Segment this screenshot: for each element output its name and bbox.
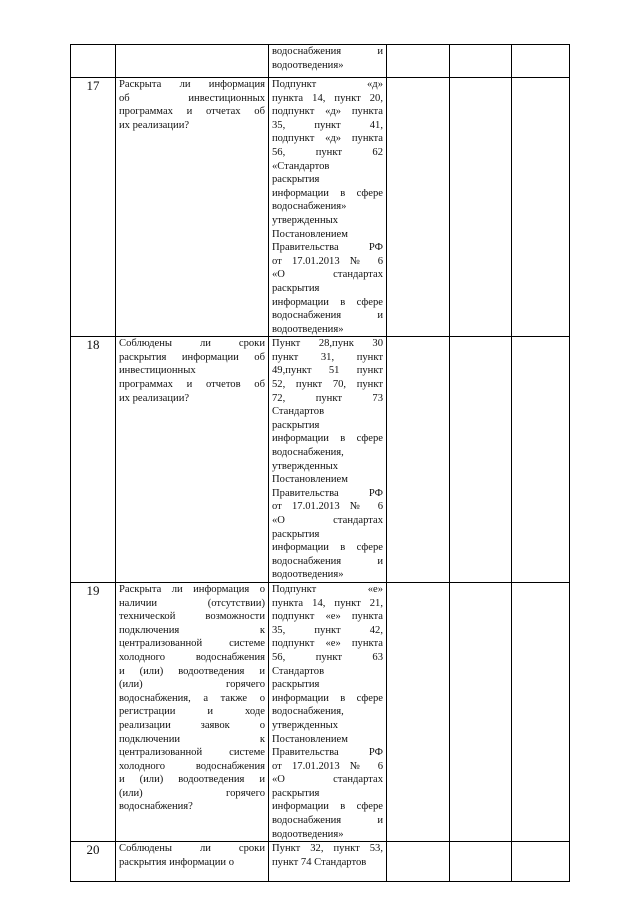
reference-line: водоотведения» xyxy=(272,828,344,840)
reference-line: утвержденных xyxy=(272,214,339,226)
reference-line: Постановлением xyxy=(272,733,348,745)
reference-line: пункт 31, пункт xyxy=(272,351,383,363)
empty-cell-c xyxy=(512,582,570,841)
document-page xyxy=(70,44,569,882)
reference-line: водоснабжения и xyxy=(272,815,383,827)
reference-line: «О стандартах xyxy=(272,515,383,526)
reference-line: раскрытия xyxy=(272,787,320,799)
reference-line: Подпункт «д» xyxy=(272,79,383,90)
reference-line: Правительства РФ xyxy=(272,747,383,759)
reference-line: информации в сфере xyxy=(272,433,383,445)
question-line: раскрытия информации об xyxy=(119,351,265,363)
reference-line: Постановлением xyxy=(272,474,348,486)
reference-line: водоснабжения» xyxy=(272,201,347,213)
reference-line: информации в сфере xyxy=(272,801,383,813)
reference-line: пункта 14, пункт 20, xyxy=(272,92,383,104)
reference-line: пункта 14, пункт 21, xyxy=(272,597,383,609)
reference-line: утвержденных xyxy=(272,719,339,731)
reference-line: Правительства РФ xyxy=(272,487,383,499)
empty-cell-a xyxy=(387,78,450,337)
reference-line: водоснабжения и xyxy=(272,555,383,567)
reference-line: утвержденных xyxy=(272,460,339,472)
empty-cell-b xyxy=(450,337,512,583)
row-number xyxy=(71,45,116,78)
table-row xyxy=(71,842,570,882)
reference-cell xyxy=(269,78,387,337)
reference-line: раскрытия xyxy=(272,679,320,691)
question-cell xyxy=(116,78,269,337)
reference-line: Постановлением xyxy=(272,228,348,240)
question-line: реализации заявок о xyxy=(119,719,265,731)
table-row xyxy=(71,337,570,583)
question-line: (или) горячего xyxy=(119,679,265,691)
reference-line: информации в сфере xyxy=(272,692,383,704)
empty-cell-b xyxy=(450,45,512,78)
empty-cell-a xyxy=(387,842,450,882)
question-line: раскрытия информации о xyxy=(119,856,235,868)
reference-line: «О стандартах xyxy=(272,774,383,786)
question-line: холодного водоснабжения xyxy=(119,651,265,663)
reference-line: от 17.01.2013 № 6 xyxy=(272,501,383,513)
reference-line: раскрытия xyxy=(272,174,320,186)
reference-line: водоотведения» xyxy=(272,59,344,71)
question-line: Раскрыта ли информация о xyxy=(119,583,265,595)
row-number: 19 xyxy=(71,582,116,841)
reference-cell xyxy=(269,582,387,841)
reference-line: «Стандартов xyxy=(272,160,330,172)
question-line: об инвестиционных xyxy=(119,92,265,104)
question-line: и (или) водоотведения и xyxy=(119,774,265,786)
reference-line: 35, пункт 42, xyxy=(272,624,383,636)
checklist-table xyxy=(70,44,570,882)
question-line: регистрации и ходе xyxy=(119,706,265,718)
reference-line: Подпункт «е» xyxy=(272,583,383,595)
question-line: (или) горячего xyxy=(119,787,265,799)
reference-line: «О стандартах xyxy=(272,269,383,281)
question-cell xyxy=(116,842,269,882)
question-line: Раскрыта ли информация xyxy=(119,79,265,90)
row-number: 18 xyxy=(71,337,116,583)
empty-cell-a xyxy=(387,582,450,841)
reference-line: раскрытия xyxy=(272,528,320,540)
reference-line: водоснабжения, xyxy=(272,447,344,459)
question-line: водоснабжения? xyxy=(119,801,193,813)
reference-line: 49,пункт 51 пункт xyxy=(272,365,383,377)
reference-line: водоснабжения, xyxy=(272,706,344,718)
reference-line: раскрытия xyxy=(272,419,320,431)
reference-cell xyxy=(269,45,387,78)
question-line: их реализации? xyxy=(119,119,190,131)
reference-line: 52, пункт 70, пункт xyxy=(272,379,383,391)
reference-cell xyxy=(269,842,387,882)
reference-line: 56, пункт 62 xyxy=(272,146,383,158)
table-row xyxy=(71,582,570,841)
empty-cell-a xyxy=(387,45,450,78)
question-line: наличии (отсутствии) xyxy=(119,597,265,609)
empty-cell-b xyxy=(450,582,512,841)
reference-line: 56, пункт 63 xyxy=(272,651,383,663)
reference-line: Пункт 32, пункт 53, xyxy=(272,843,383,855)
reference-cell xyxy=(269,337,387,583)
reference-line: Стандартов xyxy=(272,406,325,418)
empty-cell-b xyxy=(450,78,512,337)
reference-line: подпункт «е» пункта xyxy=(272,611,383,623)
reference-line: водоснабжения и xyxy=(272,310,383,322)
reference-line: информации в сфере xyxy=(272,296,383,308)
reference-line: водоотведения» xyxy=(272,569,344,581)
question-cell xyxy=(116,582,269,841)
reference-line: подпункт «е» пункта xyxy=(272,638,383,650)
question-line: технической возможности xyxy=(119,611,265,623)
question-line: централизованной системе xyxy=(119,638,265,650)
question-line: и (или) водоотведения и xyxy=(119,665,265,677)
question-line: Соблюдены ли сроки xyxy=(119,338,265,350)
reference-line: информации в сфере xyxy=(272,542,383,554)
reference-line: подпункт «д» пункта xyxy=(272,106,383,118)
question-line: Соблюдены ли сроки xyxy=(119,843,265,855)
reference-line: раскрытия xyxy=(272,282,320,294)
reference-line: от 17.01.2013 № 6 xyxy=(272,760,383,772)
question-line: холодного водоснабжения xyxy=(119,760,265,772)
question-line: их реализации? xyxy=(119,392,190,404)
reference-line: подпункт «д» пункта xyxy=(272,133,383,145)
reference-line: пункт 74 Стандартов xyxy=(272,856,367,868)
reference-line: от 17.01.2013 № 6 xyxy=(272,255,383,267)
question-line: централизованной системе xyxy=(119,747,265,759)
reference-line: водоотведения» xyxy=(272,323,344,335)
empty-cell-c xyxy=(512,842,570,882)
row-number: 20 xyxy=(71,842,116,882)
reference-line: 72, пункт 73 xyxy=(272,392,383,404)
reference-line: 35, пункт 41, xyxy=(272,119,383,131)
question-line: программах и отчетов об xyxy=(119,379,265,391)
table-row xyxy=(71,45,570,78)
question-line: подключения к xyxy=(119,624,265,636)
question-cell xyxy=(116,45,269,78)
reference-line: информации в сфере xyxy=(272,187,383,199)
question-line: инвестиционных xyxy=(119,365,196,377)
question-cell xyxy=(116,337,269,583)
empty-cell-b xyxy=(450,842,512,882)
table-row xyxy=(71,78,570,337)
question-line: подключении к xyxy=(119,733,265,745)
empty-cell-c xyxy=(512,45,570,78)
empty-cell-c xyxy=(512,337,570,583)
question-line: водоснабжения, а также о xyxy=(119,692,265,704)
question-line: программах и отчетах об xyxy=(119,106,265,118)
reference-line: Правительства РФ xyxy=(272,242,383,254)
empty-cell-c xyxy=(512,78,570,337)
empty-cell-a xyxy=(387,337,450,583)
reference-line: Стандартов xyxy=(272,665,325,677)
reference-line: Пункт 28,пунк 30 xyxy=(272,338,383,350)
row-number: 17 xyxy=(71,78,116,337)
reference-line: водоснабжения и xyxy=(272,46,383,57)
